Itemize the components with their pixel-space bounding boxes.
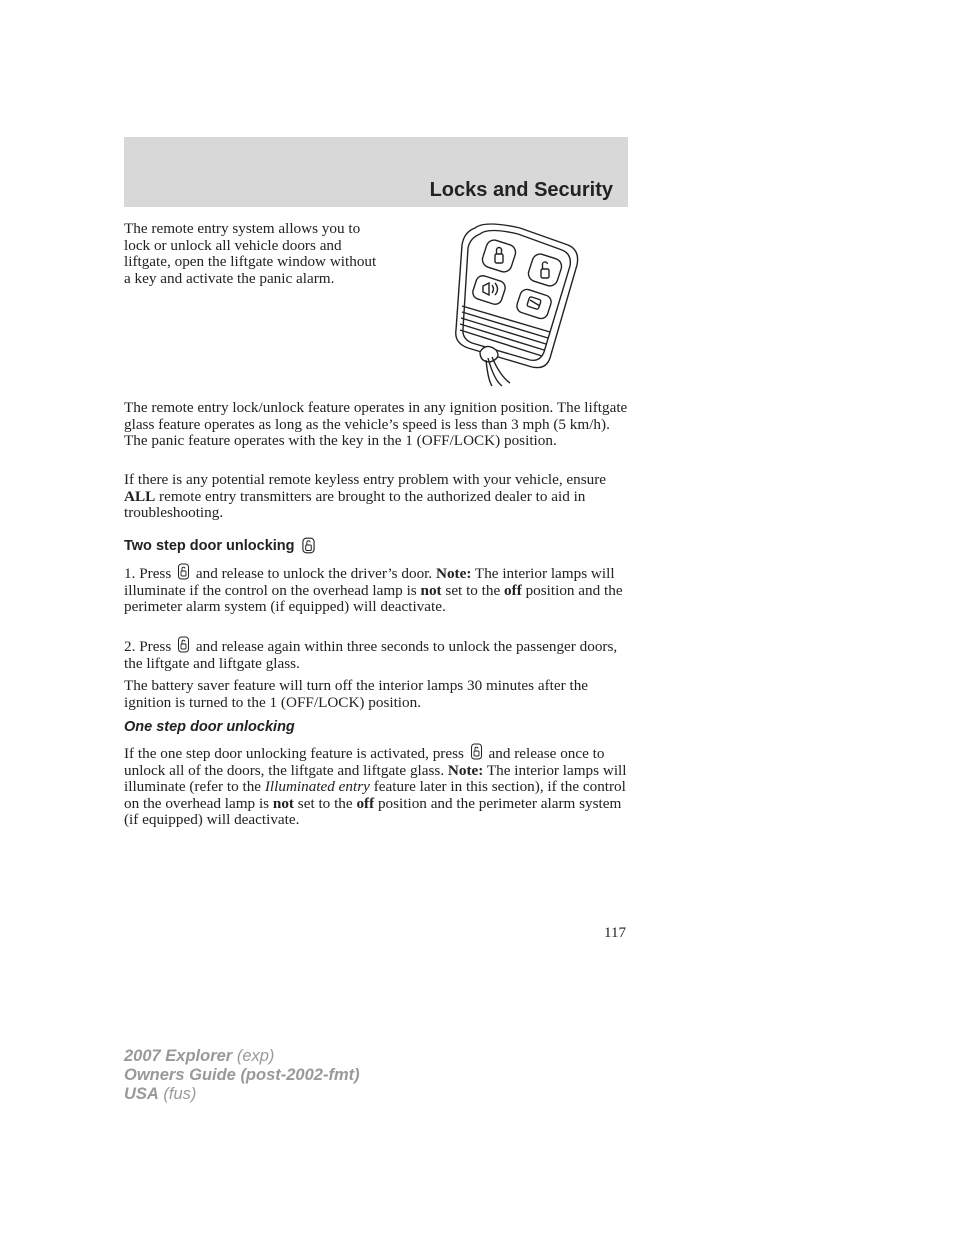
text-run: set to the: [294, 794, 357, 812]
unlock-button-icon: [177, 563, 190, 580]
page-number: 117: [604, 925, 626, 941]
battery-saver-paragraph: The battery saver feature will turn off the interior lamps 30 minutes after the ignition is turned to the 1 (OFF/LOCK) position.: [124, 677, 589, 711]
heading-text: Two step door unlocking: [124, 538, 295, 554]
step-one-paragraph: [124, 563, 630, 616]
section-header-band: [124, 137, 628, 207]
text-run: 2. Press: [124, 638, 172, 655]
heading-two-step: [124, 536, 318, 555]
footer-line-region: [124, 1085, 360, 1104]
text-run: set to the: [441, 581, 505, 599]
footer-region-code: (fus): [158, 1085, 197, 1103]
text-run: feature later in this section), if the control on the overhead lamp is: [124, 778, 626, 812]
text-run: and release to unlock the driver’s door.: [195, 565, 436, 582]
illuminated-entry-reference: Illuminated entry: [264, 778, 370, 796]
text-run: remote entry transmitters are brought to the authorized dealer to aid in troubleshooting.: [124, 487, 586, 522]
emphasis-off: off: [504, 581, 522, 599]
footer-line-guide: [124, 1066, 360, 1085]
note-label: Note:: [435, 565, 472, 582]
step-two-paragraph: [124, 636, 630, 672]
document-footer: [124, 1047, 360, 1104]
unlock-button-icon: [301, 536, 316, 555]
text-run: and release once to unlock all of the doors, the liftgate and liftgate glass.: [124, 745, 605, 779]
footer-region: USA: [124, 1085, 159, 1103]
emphasis-off: off: [356, 794, 375, 812]
one-step-paragraph: [124, 743, 630, 829]
emphasis-not: not: [272, 794, 294, 812]
text-run: position and the perimeter alarm system (if equipped) will deactivate.: [124, 581, 623, 616]
feature-paragraph: The remote entry lock/unlock feature operates in any ignition position. The liftgate glass feature operates as long as the vehicle’s speed is less than 3 mph (5 km/h). The panic feature operates with the key in the 1 (OFF/LOCK) position.: [124, 399, 628, 450]
text-run: The interior lamps will illuminate (refer to the: [124, 761, 627, 796]
remote-key-fob-illustration: [440, 220, 590, 388]
troubleshooting-paragraph: [124, 472, 630, 522]
emphasis-all: ALL: [124, 487, 156, 505]
unlock-button-icon: [177, 636, 190, 653]
footer-guide: Owners Guide (post-2002-fmt): [124, 1066, 360, 1084]
text-run: If there is any potential remote keyless entry problem with your vehicle, ensure: [124, 471, 607, 488]
text-run: and release again within three seconds to unlock the passenger doors, the liftgate and liftgate glass.: [124, 638, 618, 672]
text-run: 1. Press: [124, 565, 172, 582]
note-label: Note:: [447, 761, 484, 779]
text-run: position and the perimeter alarm system (if equipped) will deactivate.: [124, 794, 622, 829]
footer-model-code: (exp): [232, 1047, 275, 1065]
text-run: If the one step door unlocking feature is activated, press: [124, 745, 464, 762]
intro-paragraph: The remote entry system allows you to lock or unlock all vehicle doors and liftgate, open the liftgate window without a key and activate the panic alarm.: [124, 220, 377, 287]
emphasis-not: not: [420, 581, 442, 599]
footer-model: 2007 Explorer: [124, 1047, 233, 1065]
unlock-button-icon: [470, 743, 483, 760]
text-run: The interior lamps will illuminate if the control on the overhead lamp is: [124, 565, 615, 599]
heading-one-step: One step door unlocking: [124, 719, 295, 735]
footer-line-model: [124, 1047, 360, 1066]
section-title: Locks and Security: [429, 179, 613, 201]
